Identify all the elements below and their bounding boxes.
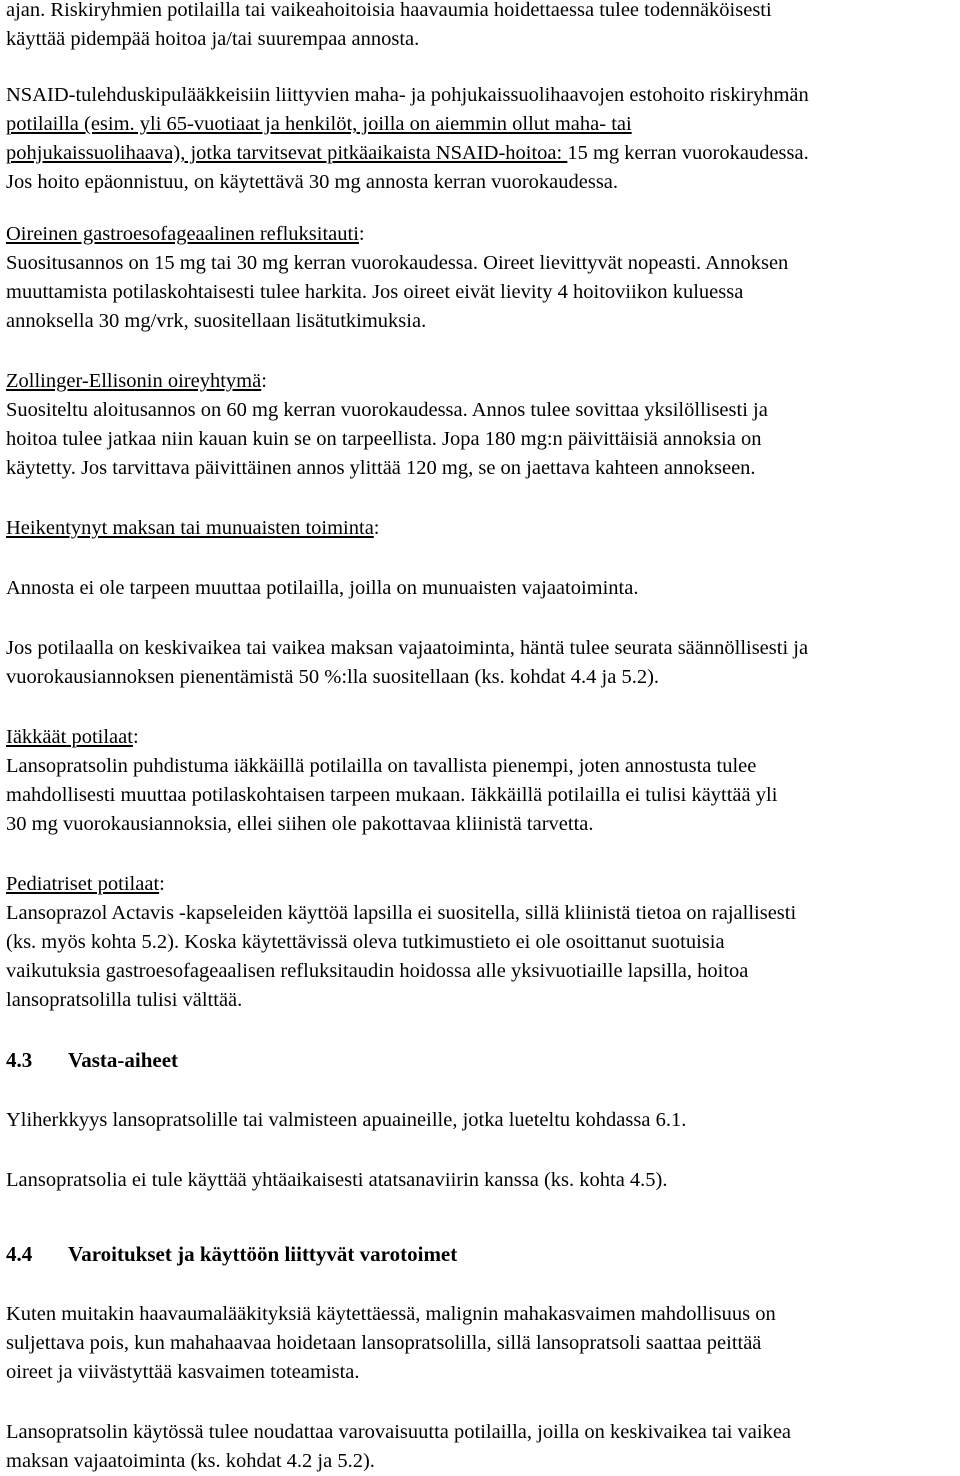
text-line: vaikutuksia gastroesofageaalisen refluksitaudin hoidossa alle yksivuotiaille lapsilla, hoitoa (6, 960, 749, 982)
impaired-function-section (6, 514, 956, 692)
text-line: Suositusannos on 15 mg tai 30 mg kerran vuorokaudessa. Oireet lievittyvät nopeasti. Annoksen (6, 252, 789, 274)
text-line: Yliherkkyys lansopratsolille tai valmisteen apuaineille, jotka lueteltu kohdassa 6.1. (6, 1109, 687, 1131)
nsaid-dose-text: 15 mg kerran vuorokaudessa. (567, 142, 809, 164)
nsaid-prophylaxis-paragraph (6, 81, 956, 197)
ze-heading: Zollinger-Ellisonin oireyhtymä: (6, 370, 267, 392)
pediatric-heading: Pediatriset potilaat: (6, 873, 165, 895)
text-line: ajan. Riskiryhmien potilailla tai vaikeahoitoisia haavaumia hoidettaessa tulee todennäköisesti (6, 0, 772, 21)
hepatic-paragraph (6, 634, 956, 692)
text-line: vuorokausiannoksen pienentämistä 50 %:lla suositellaan (ks. kohdat 4.4 ja 5.2). (6, 666, 660, 688)
section-number: 4.4 (6, 1242, 33, 1266)
text-line: Lansoprazol Actavis -kapseleiden käyttöä lapsilla ei suositella, sillä kliinistä tietoa on rajallisesti (6, 902, 797, 924)
text-line: Jos potilaalla on keskivaikea tai vaikea maksan vajaatoiminta, häntä tulee seurata säännöllisesti ja (6, 637, 809, 659)
section-heading (6, 1240, 956, 1269)
text-line: NSAID-tulehduskipulääkkeisiin liittyvien maha- ja pohjukaissuolihaavojen estohoito riskiryhmän (6, 84, 809, 106)
text-line: käyttää pidempää hoitoa ja/tai suurempaa annosta. (6, 28, 420, 50)
section-4-4 (6, 1240, 956, 1476)
text-line: maksan vajaatoiminta (ks. kohdat 4.2 ja 5.2). (6, 1450, 375, 1472)
pediatric-section (6, 870, 956, 1015)
text-line: oireet ja viivästyttää kasvaimen toteamista. (6, 1361, 360, 1383)
section-heading (6, 1046, 956, 1075)
text-line: (ks. myös kohta 5.2). Koska käytettävissä oleva tutkimustieto ei ole osoittanut suotuisia (6, 931, 725, 953)
malignancy-paragraph (6, 1300, 956, 1387)
text-line: Annosta ei ole tarpeen muuttaa potilailla, joilla on munuaisten vajaatoiminta. (6, 577, 639, 599)
text-line: Kuten muitakin haavaumalääkityksiä käytettäessä, malignin mahakasvaimen mahdollisuus on (6, 1303, 776, 1325)
text-line: annoksella 30 mg/vrk, suositellaan lisätutkimuksia. (6, 310, 427, 332)
gerd-section (6, 220, 956, 336)
text-line: Suositeltu aloitusannos on 60 mg kerran vuorokaudessa. Annos tulee sovittaa yksilöllisesti ja (6, 399, 768, 421)
text-line: muuttamista potilaskohtaisesti tulee harkita. Jos oireet eivät lievity 4 hoitoviikon kuluessa (6, 281, 744, 303)
nsaid-underlined-text: potilailla (esim. yli 65-vuotiaat ja henkilöt, joilla on aiemmin ollut maha- tai (6, 113, 632, 135)
section-title: Varoitukset ja käyttöön liittyvät varotoimet (68, 1242, 458, 1266)
text-line: Jos hoito epäonnistuu, on käytettävä 30 mg annosta kerran vuorokaudessa. (6, 171, 619, 193)
text-line (6, 110, 956, 139)
text-line: 30 mg vuorokausiannoksia, ellei siihen ole pakottavaa kliinistä tarvetta. (6, 813, 594, 835)
elderly-heading: Iäkkäät potilaat: (6, 726, 139, 748)
text-line: käytetty. Jos tarvittava päivittäinen annos ylittää 120 mg, se on jaettava kahteen annokseen. (6, 457, 756, 479)
text-line (6, 139, 956, 168)
text-line: lansopratsolilla tulisi välttää. (6, 989, 243, 1011)
impaired-heading: Heikentynyt maksan tai munuaisten toiminta: (6, 517, 380, 539)
text-line: mahdollisesti muuttaa potilaskohtaisen tarpeen mukaan. Iäkkäillä potilailla ei tulisi käyttää yli (6, 784, 778, 806)
text-line: hoitoa tulee jatkaa niin kauan kuin se on tarpeellista. Jopa 180 mg:n päivittäisiä annoksia on (6, 428, 762, 450)
zollinger-ellison-section (6, 367, 956, 483)
section-title: Vasta-aiheet (68, 1048, 179, 1072)
section-4-3 (6, 1046, 956, 1195)
text-line: suljettava pois, kun mahahaavaa hoidetaan lansopratsolilla, sillä lansopratsoli saattaa peittää (6, 1332, 762, 1354)
text-line: Lansopratsolin puhdistuma iäkkäillä potilailla on tavallista pienempi, joten annostusta tulee (6, 755, 757, 777)
elderly-section (6, 723, 956, 839)
section-number: 4.3 (6, 1048, 33, 1072)
document-page (6, 0, 956, 1476)
nsaid-underlined-text: pohjukaissuolihaava), jotka tarvitsevat pitkäaikaista NSAID-hoitoa: (6, 142, 568, 164)
text-line: Lansopratsolin käytössä tulee noudattaa varovaisuutta potilailla, joilla on keskivaikea tai vaikea (6, 1421, 792, 1443)
intro-paragraph (6, 0, 956, 54)
text-line: Lansopratsolia ei tule käyttää yhtäaikaisesti atatsanaviirin kanssa (ks. kohta 4.5). (6, 1169, 668, 1191)
gerd-heading: Oireinen gastroesofageaalinen refluksitauti: (6, 223, 365, 245)
